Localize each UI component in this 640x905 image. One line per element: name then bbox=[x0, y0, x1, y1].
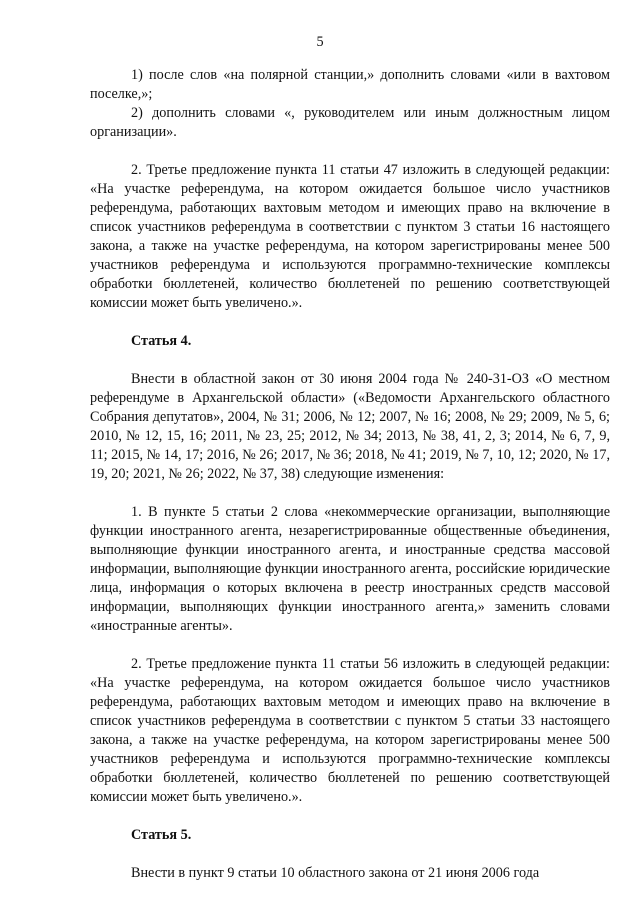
spacer bbox=[90, 313, 610, 332]
article-5-intro: Внести в пункт 9 статьи 10 областного закона от 21 июня 2006 года bbox=[131, 865, 540, 881]
spacer bbox=[90, 142, 610, 161]
amendment-paragraph-article-47: 2. Третье предложение пункта 11 статьи 47 изложить в следующей редакции: «На участке референдума, на котором ожидается большое число участников референдума, работающих вахтовым методом и имеющих право на включение в список участников референдума в соответствии с пунктом 3 статьи 16 настоящего закона, а также на участке референдума, на котором зарегистрированы менее 500 участников референдума и используются программно-технические комплексы обработки бюллетеней, количество бюллетеней по решению соответствующей комиссии может быть увеличено.». bbox=[90, 162, 610, 311]
page-number: 5 bbox=[316, 34, 324, 50]
spacer bbox=[90, 484, 610, 503]
article-4-heading: Статья 4. bbox=[131, 333, 192, 349]
spacer bbox=[90, 351, 610, 370]
amendment-item-2: 2) дополнить словами «, руководителем или иным должностным лицом организации». bbox=[90, 105, 610, 140]
spacer bbox=[90, 636, 610, 655]
amendment-item-1: 1) после слов «на полярной станции,» дополнить словами «или в вахтовом поселке,»; bbox=[90, 67, 610, 102]
article-4-intro: Внести в областной закон от 30 июня 2004 года № 240-31-ОЗ «О местном референдуме в Архангельской области» («Ведомости Архангельского областного Собрания депутатов», 2004, № 31; 2006, № 12; 2007, № 16; 2008, № 29; 2009, № 5, 6; 2010, № 12, 15, 16; 2011, № 23, 25; 2012, № 34; 2013, № 38, 41, 2, 3; 2014, № 6, 7, 9, 11; 2015, № 14, 17; 2016, № 26; 2017, № 36; 2018, № 41; 2019, № 7, 10, 12; 2020, № 17, 19, 20; 2021, № 26; 2022, № 37, 38) следующие изменения: bbox=[90, 371, 610, 482]
spacer bbox=[90, 807, 610, 826]
article-5-heading: Статья 5. bbox=[131, 827, 192, 843]
spacer bbox=[90, 845, 610, 864]
article-4-item-1: 1. В пункте 5 статьи 2 слова «некоммерческие организации, выполняющие функции иностранного агента, незарегистрированные общественные объединения, выполняющие функции иностранного агента, и иностранные средства массовой информации, выполняющие функции иностранного агента, российские юридические лица, информация о которых включена в реестр иностранных средств массовой информации, выполняющих функции иностранного агента,» заменить словами «иностранные агенты». bbox=[90, 504, 610, 634]
article-4-item-2: 2. Третье предложение пункта 11 статьи 56 изложить в следующей редакции: «На участке референдума, на котором ожидается большое число участников референдума, работающих вахтовым методом и имеющих право на включение в список участников референдума в соответствии с пунктом 5 статьи 33 настоящего закона, а также на участке референдума, на котором зарегистрированы менее 500 участников референдума и используются программно-технические комплексы обработки бюллетеней, количество бюллетеней по решению соответствующей комиссии может быть увеличено.». bbox=[90, 656, 610, 805]
document-body bbox=[90, 66, 610, 883]
